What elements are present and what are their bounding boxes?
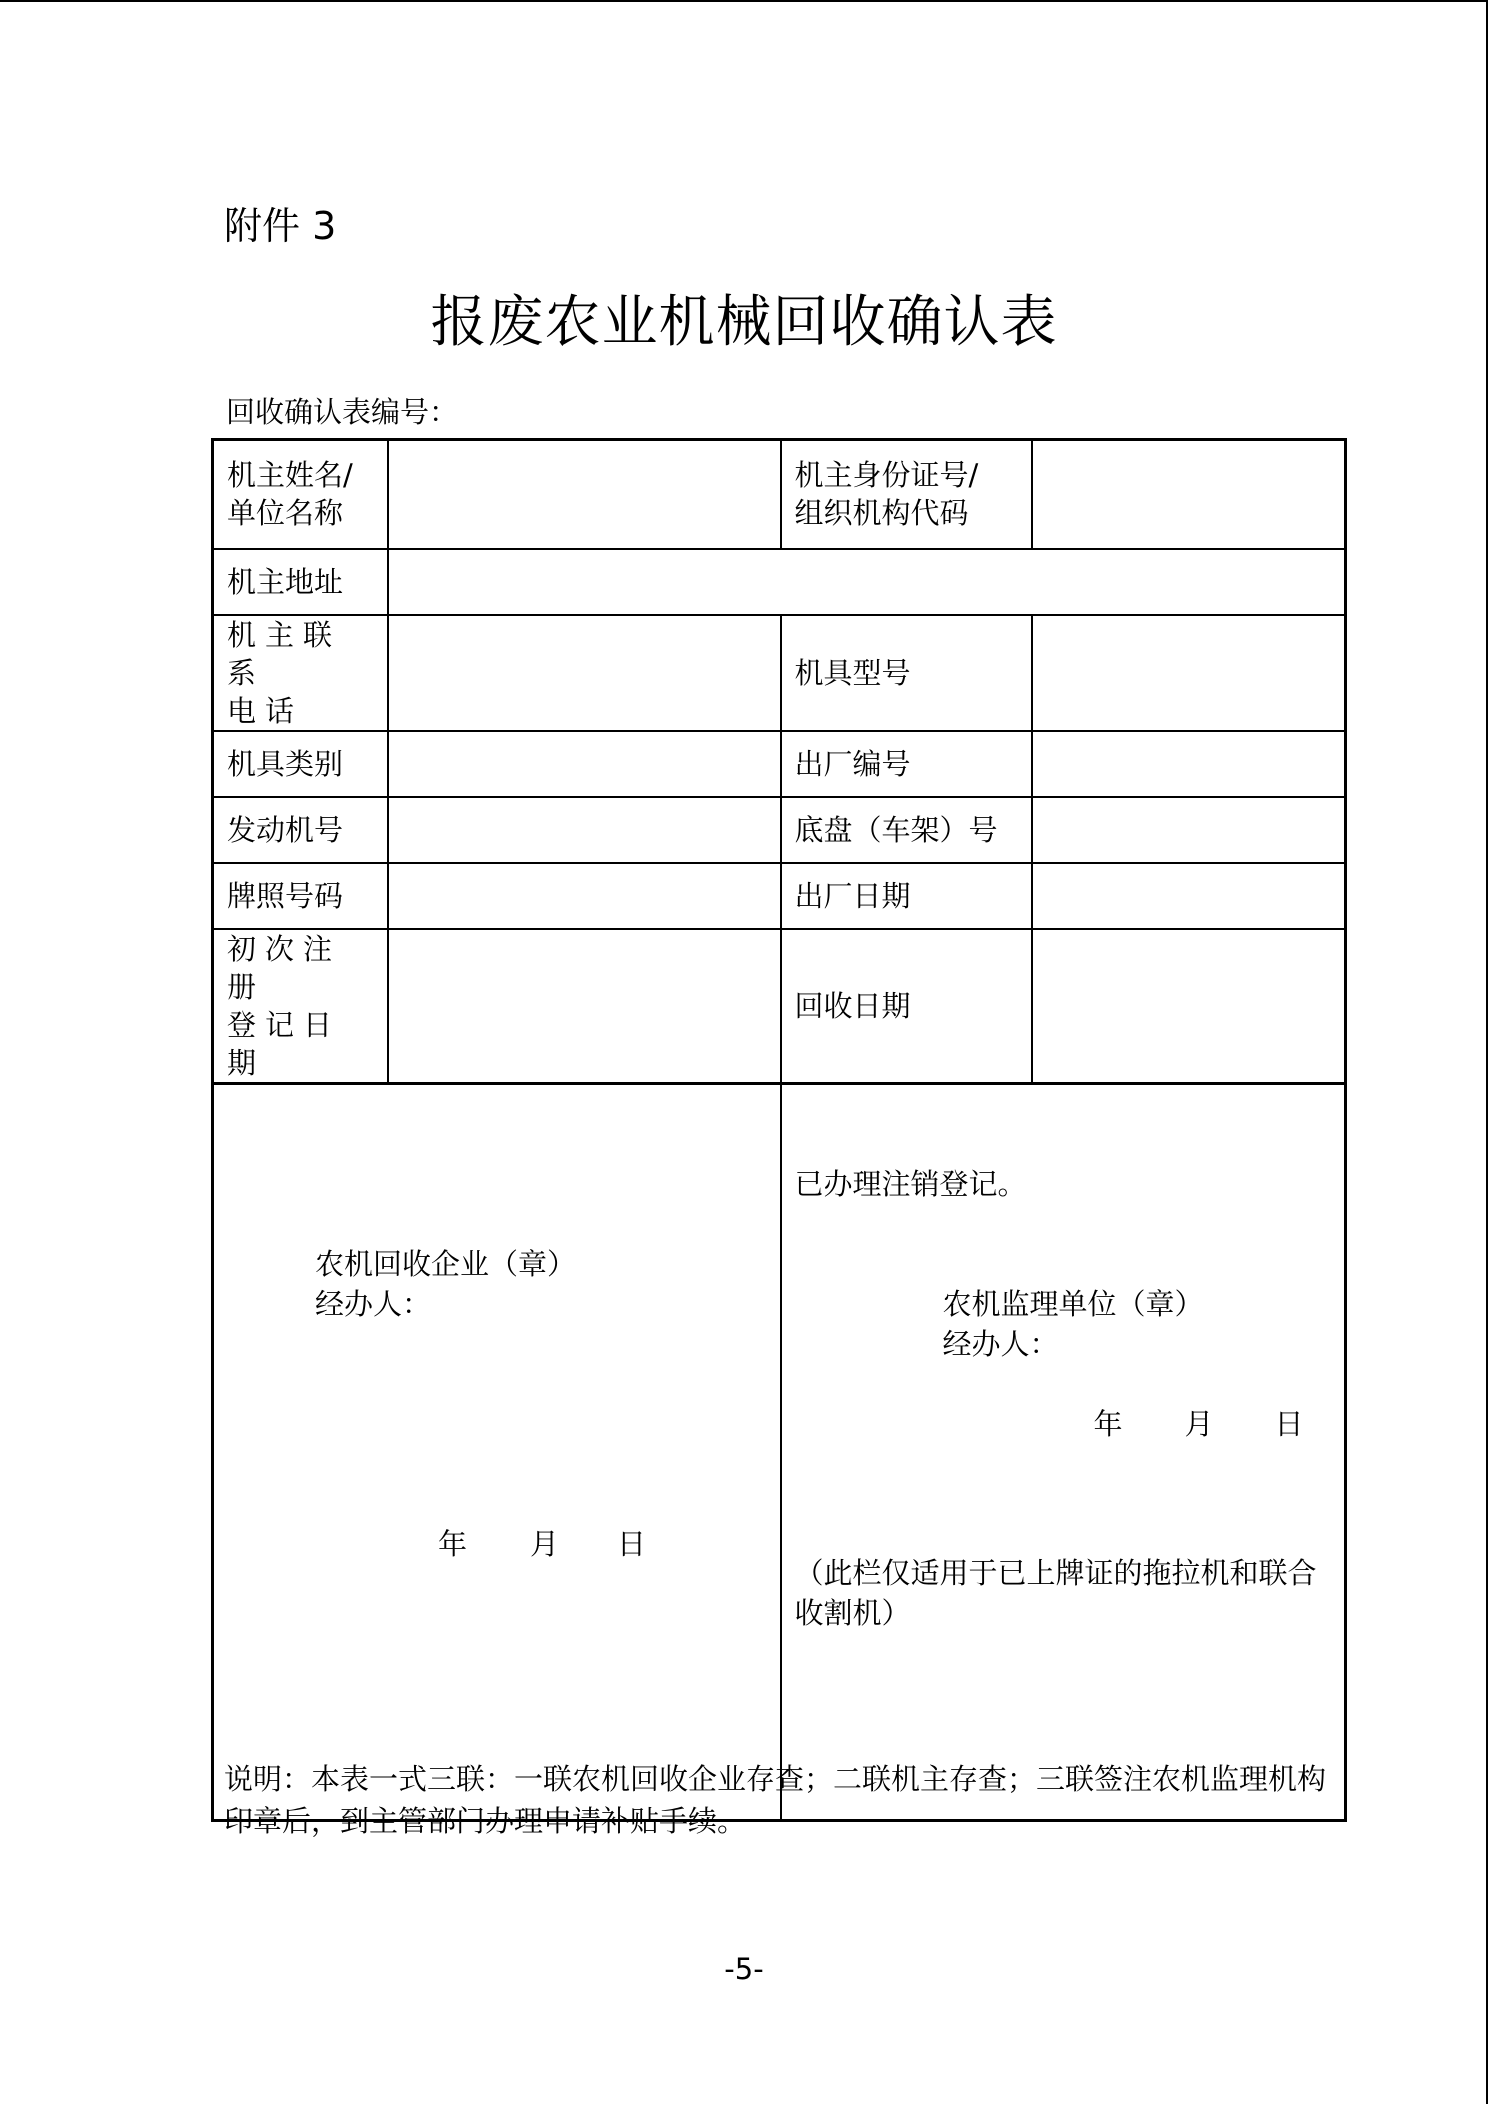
table-row [213,797,1346,863]
supervision-handler-label: 经办人： [942,1326,1059,1361]
page-number: -5- [724,1952,764,1986]
owner-name-label: 机主姓名/ 单位名称 [213,440,388,549]
table-row [213,929,1346,1084]
engine-number-field[interactable] [388,797,781,863]
owner-id-label: 机主身份证号/ 组织机构代码 [781,440,1032,549]
table-row [213,440,1346,549]
first-registration-label: 初次注册 登记日期 [213,929,388,1084]
plate-number-label: 牌照号码 [213,863,388,929]
factory-date-label: 出厂日期 [781,863,1032,929]
owner-id-field[interactable] [1032,440,1346,549]
supervision-day-label: 日 [1274,1406,1304,1441]
supervision-year-label: 年 [1093,1406,1123,1441]
form-number-label: 回收确认表编号： [226,395,459,429]
recycler-day-label: 日 [617,1526,647,1561]
cancellation-text: 已办理注销登记。 [794,1166,1027,1201]
machine-model-label: 机具型号 [781,615,1032,731]
table-row [213,731,1346,797]
recovery-date-field[interactable] [1032,929,1346,1084]
annex-label: 附件 3 [224,204,337,248]
supervision-signature-area [781,1083,1346,1820]
table-row [213,549,1346,615]
table-row [213,615,1346,731]
factory-number-label: 出厂编号 [781,731,1032,797]
plate-number-field[interactable] [388,863,781,929]
factory-date-field[interactable] [1032,863,1346,929]
owner-address-label: 机主地址 [213,549,388,615]
recycler-seal-label: 农机回收企业（章） [315,1246,577,1281]
owner-name-field[interactable] [388,440,781,549]
recycler-month-label: 月 [530,1526,560,1561]
chassis-number-field[interactable] [1032,797,1346,863]
chassis-number-label: 底盘（车架）号 [781,797,1032,863]
owner-phone-field[interactable] [388,615,781,731]
signature-row [213,1083,1346,1820]
table-row [213,863,1346,929]
document-title: 报废农业机械回收确认表 [430,290,1058,355]
first-registration-field[interactable] [388,929,781,1084]
owner-address-field[interactable] [388,549,1346,615]
machine-model-field[interactable] [1032,615,1346,731]
machine-category-field[interactable] [388,731,781,797]
recycler-signature-area [213,1083,781,1820]
owner-phone-label: 机主联系 电话 [213,615,388,731]
factory-number-field[interactable] [1032,731,1346,797]
recovery-form-table [211,438,1347,1822]
recovery-date-label: 回收日期 [781,929,1032,1084]
engine-number-label: 发动机号 [213,797,388,863]
recycler-handler-label: 经办人： [315,1286,432,1321]
recycler-year-label: 年 [438,1526,468,1561]
machine-category-label: 机具类别 [213,731,388,797]
supervision-month-label: 月 [1184,1406,1214,1441]
applicability-note: （此栏仅适用于已上牌证的拖拉机和联合收割机） [794,1555,1317,1630]
supervision-seal-label: 农机监理单位（章） [942,1286,1204,1321]
remarks-text: 说明：本表一式三联：一联农机回收企业存查；二联机主存查；三联签注农机监理机构印章后，到主管部门办理申请补贴手续。 [224,1762,1327,1838]
